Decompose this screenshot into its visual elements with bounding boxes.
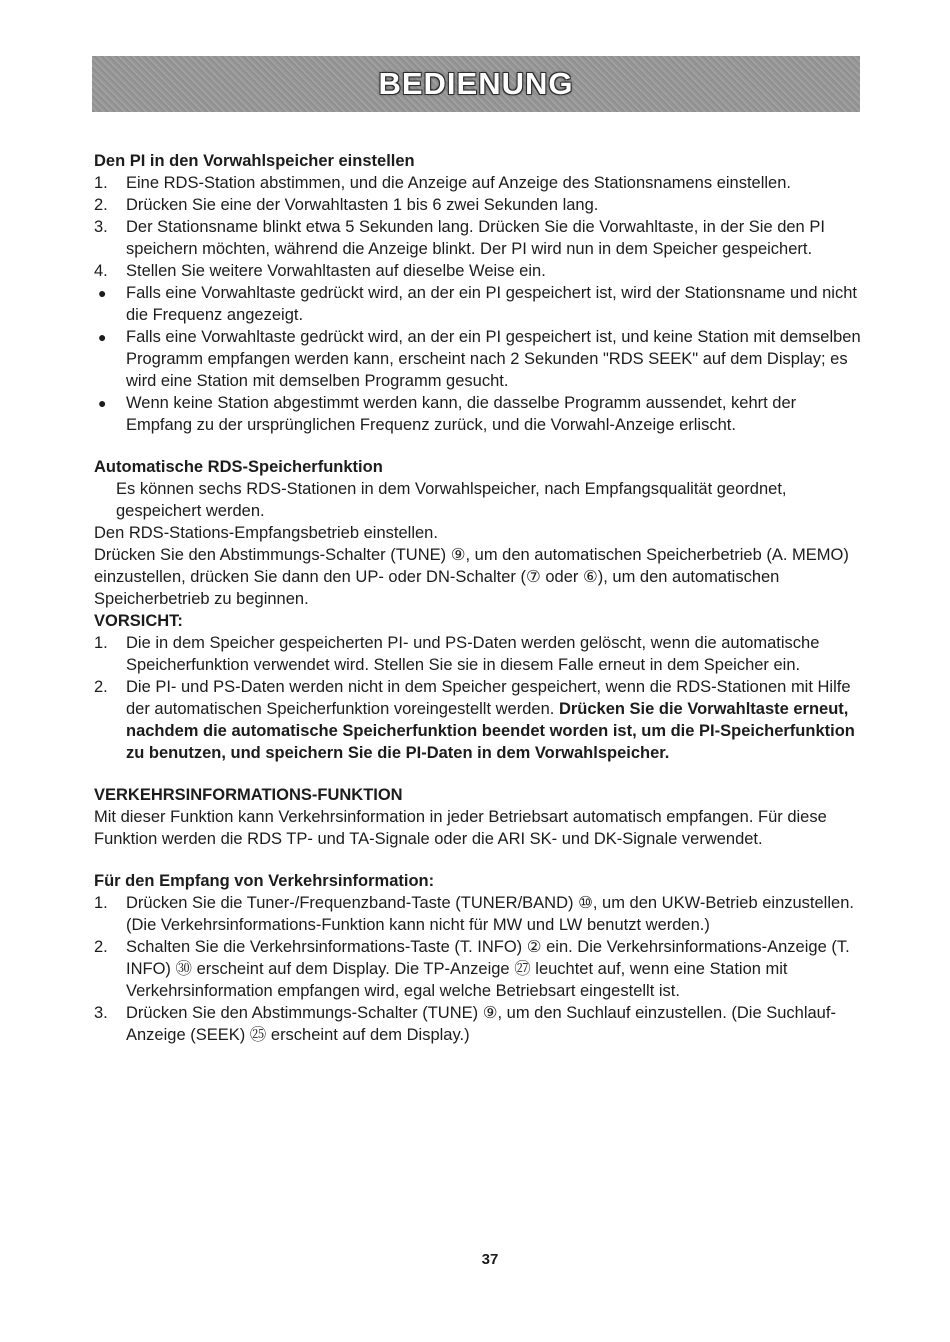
list-item <box>94 676 864 764</box>
step-number: 3. <box>94 218 108 236</box>
traffic-info-section <box>94 784 864 850</box>
caution-list <box>94 632 864 764</box>
list-item <box>94 326 864 392</box>
list-item <box>94 632 864 676</box>
auto-memory-intro: Es können sechs RDS-Stationen in dem Vorwahlspeicher, nach Empfangsqualität geordnet, gespeichert werden. <box>116 480 787 520</box>
caution-text: Die PI- und PS-Daten werden nicht in dem Speicher gespeichert, wenn die RDS-Stationen mit Hilfe der automatischen Speicherfunktion voreingestellt werden. <box>126 678 851 718</box>
step-text: Drücken Sie eine der Vorwahltasten 1 bis 6 zwei Sekunden lang. <box>126 196 599 214</box>
step-text: Drücken Sie den Abstimmungs-Schalter (TUNE) ⑨, um den Suchlauf einzustellen. (Die Suchlauf-Anzeige (SEEK) ㉕ erscheint auf dem Display.) <box>126 1004 836 1044</box>
pi-preset-section <box>94 150 864 436</box>
pi-preset-heading: Den PI in den Vorwahlspeicher einstellen <box>94 152 415 170</box>
pi-preset-steps <box>94 172 864 282</box>
auto-memory-section <box>94 456 864 764</box>
traffic-info-intro: Mit dieser Funktion kann Verkehrsinformation in jeder Betriebsart automatisch empfangen. Für diese Funktion werden die RDS TP- und TA-Signale oder die ARI SK- und DK-Signale verwendet. <box>94 808 827 848</box>
step-text: Der Stationsname blinkt etwa 5 Sekunden lang. Drücken Sie die Vorwahltaste, in der Sie den PI speichern möchten, während die Anzeige blinkt. Der PI wird nun in dem Speicher gespeichert. <box>126 218 825 258</box>
bullet-icon: ● <box>98 329 107 345</box>
list-item <box>94 260 864 282</box>
step-text: Schalten Sie die Verkehrsinformations-Taste (T. INFO) ② ein. Die Verkehrsinformations-Anzeige (T. INFO) ㉚ erscheint auf dem Display. Die TP-Anzeige ㉗ leuchtet auf, wenn eine Station mit Verkehrsinformation empfangen wird, egal welche Betriebsart eingestellt ist. <box>126 938 850 1000</box>
step-number: 3. <box>94 1004 108 1022</box>
step-number: 4. <box>94 262 108 280</box>
list-item <box>94 282 864 326</box>
step-text: Drücken Sie die Tuner-/Frequenzband-Taste (TUNER/BAND) ⑩, um den UKW-Betrieb einzustellen. (Die Verkehrsinformations-Funktion kann nicht für MW und LW benutzt werden.) <box>126 894 854 934</box>
list-item <box>94 1002 864 1046</box>
step-text: Eine RDS-Station abstimmen, und die Anzeige auf Anzeige des Stationsnamens einstellen. <box>126 174 791 192</box>
step-number: 2. <box>94 196 108 214</box>
note-text: Falls eine Vorwahltaste gedrückt wird, an der ein PI gespeichert ist, und keine Station mit demselben Programm empfangen werden kann, erscheint nach 2 Sekunden "RDS SEEK" auf dem Display; es wird eine Station mit demselben Programm gesucht. <box>126 328 861 390</box>
section-banner <box>92 56 860 112</box>
auto-memory-line: Den RDS-Stations-Empfangsbetrieb einstellen. <box>94 524 438 542</box>
step-number: 2. <box>94 938 108 956</box>
list-item <box>94 194 864 216</box>
step-number: 1. <box>94 634 108 652</box>
auto-memory-instructions: Drücken Sie den Abstimmungs-Schalter (TUNE) ⑨, um den automatischen Speicherbetrieb (A. MEMO) einzustellen, drücken Sie dann den UP- oder DN-Schalter (⑦ oder ⑥), um den automatischen Speicherbetrieb zu beginnen. <box>94 546 849 608</box>
note-text: Falls eine Vorwahltaste gedrückt wird, an der ein PI gespeichert ist, wird der Stationsname und nicht die Frequenz angezeigt. <box>126 284 857 324</box>
caution-text: Die in dem Speicher gespeicherten PI- und PS-Daten werden gelöscht, wenn die automatische Speicherfunktion verwendet wird. Stellen Sie sie in diesem Falle erneut in dem Speicher ein. <box>126 634 820 674</box>
traffic-reception-section <box>94 870 864 1046</box>
traffic-reception-steps <box>94 892 864 1046</box>
caution-emphasis: Drücken Sie die Vorwahltaste erneut, nachdem die automatische Speicherfunktion beendet worden ist, um die PI-Speicherfunktion zu benutzen, und speichern Sie die PI-Daten in dem Vorwahlspeicher. <box>126 700 855 762</box>
document-body <box>94 150 864 1066</box>
list-item <box>94 172 864 194</box>
traffic-info-heading: VERKEHRSINFORMATIONS-FUNKTION <box>94 786 403 804</box>
auto-memory-heading: Automatische RDS-Speicherfunktion <box>94 458 383 476</box>
bullet-icon: ● <box>98 395 107 411</box>
step-number: 1. <box>94 894 108 912</box>
bullet-icon: ● <box>98 285 107 301</box>
step-number: 1. <box>94 174 108 192</box>
list-item <box>94 216 864 260</box>
list-item <box>94 936 864 1002</box>
caution-heading: VORSICHT: <box>94 612 183 630</box>
list-item <box>94 892 864 936</box>
note-text: Wenn keine Station abgestimmt werden kann, die dasselbe Programm aussendet, kehrt der Empfang zu der ursprünglichen Frequenz zurück, und die Vorwahl-Anzeige erlischt. <box>126 394 797 434</box>
pi-preset-notes <box>94 282 864 436</box>
step-text: Stellen Sie weitere Vorwahltasten auf dieselbe Weise ein. <box>126 262 546 280</box>
list-item <box>94 392 864 436</box>
page-title: BEDIENUNG <box>378 66 574 101</box>
step-number: 2. <box>94 678 108 696</box>
page-number: 37 <box>481 1251 499 1268</box>
traffic-reception-heading: Für den Empfang von Verkehrsinformation: <box>94 872 435 890</box>
